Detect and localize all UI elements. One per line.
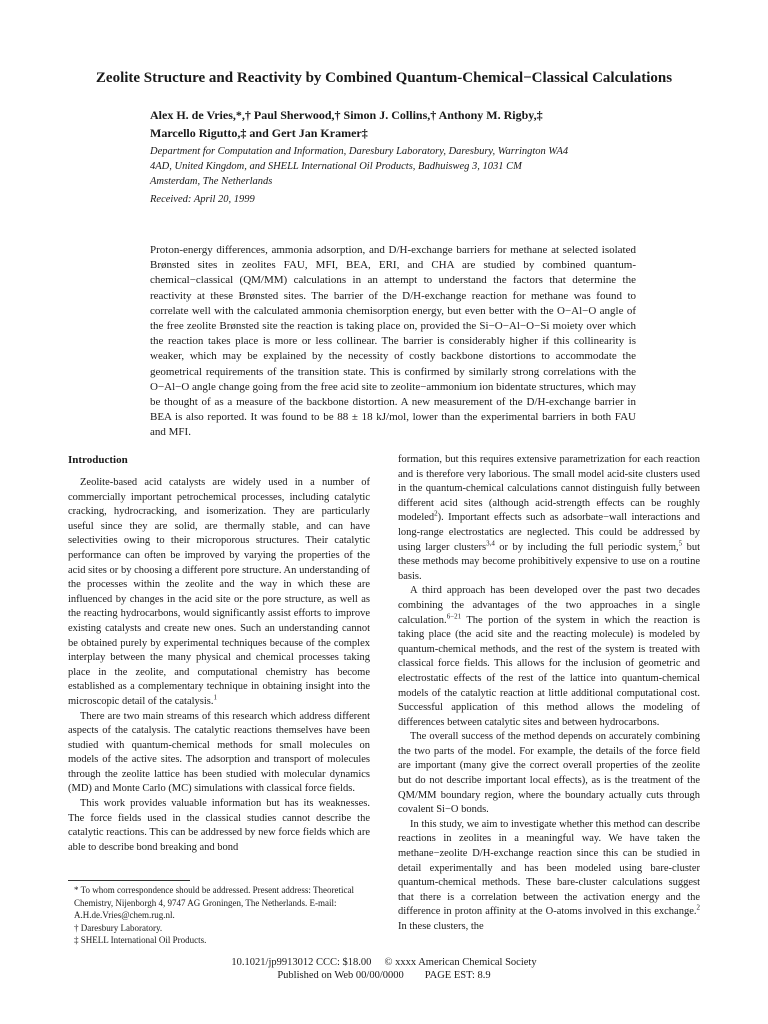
citation-ref: 5 <box>678 539 683 548</box>
paragraph-text: or by including the full periodic system, <box>494 541 679 553</box>
footnote-shell: ‡ SHELL International Oil Products. <box>74 935 207 945</box>
paragraph-text: formation, but this requires extensive parametrization for each reaction and is therefore very laborious. The small model acid-site clusters used in the quantum-chemical calculations cannot distinguish fully between different acid sites (although acid-strength effects can be roughly modeled <box>398 454 700 524</box>
citation-ref: 3,4 <box>486 539 495 548</box>
footnote-daresbury: † Daresbury Laboratory. <box>74 922 163 933</box>
footer-doi-line: 10.1021/jp9913012 CCC: $18.00 © xxxx American Chemical Society <box>231 957 537 968</box>
paragraph-text: A third approach has been developed over the past two decades combining the advantages of the two approaches in a single calculation. <box>398 585 700 626</box>
paragraph-text: The portion of the system in which the reaction is taking place (the acid site and the reacting molecule) is modeled by quantum-chemical methods, and the rest of the system is treated with classical force fields. This allows for the inclusion of geometric and electrostatic effects of the rest of the lattice into quantum-chemical models of the catalytic reaction at little additional computational cost. Successful application of this method allows the modeling of differences between catalytic sites and between hydrocarbons. <box>398 614 700 728</box>
paragraph-text: In these clusters, the <box>398 921 484 932</box>
page-footer <box>150 956 618 982</box>
author-list <box>150 106 590 142</box>
abstract: Proton-energy differences, ammonia adsorption, and D/H-exchange barriers for methane at selected isolated Brønsted sites in zeolites FAU, MFI, BEA, ERI, and CHA are studied by combined quantum-chemical−classical (QM/MM) calculations in an attempt to understand the factors that determine the reactivity at these Brønsted sites. The barrier of the D/H-exchange reaction for methane was found to correlate well with the calculated ammonia chemisorption energy, but even better with the O−Al−O angle of the free zeolite Brønsted site the reaction is taking place on, provided the Si−O−Al−O−Si moiety over which the reaction takes place is more or less collinear. The barrier is considerably higher if this collinearity is weaker, which may be explained by the necessity of costly backbone distortions to accommodate the geometrical requirements of the transition state. This is confirmed by similarly strong correlations with the O−Al−O angle change going from the free acid site to zeolite−ammonium ion bidentate structures, which may be thought of as a measure of the backbone distortion. A new measurement of the D/H-exchange barrier in BEA is also reported. It was found to be 88 ± 18 kJ/mol, lower than the experimental barriers in both FAU and MFI. <box>150 244 636 439</box>
left-column <box>68 453 370 855</box>
footer-published-line: Published on Web 00/00/0000 PAGE EST: 8.9 <box>277 970 491 981</box>
received-date: Received: April 20, 1999 <box>150 194 255 205</box>
paragraph: There are two main streams of this research which address different aspects of the catalysis. The catalytic reactions themselves have been studied with quantum-chemical methods for small molecules on models of the active sites. The adsorption and transport of molecules through the zeolite lattice has been studied with molecular dynamics (MD) and Monte Carlo (MC) simulations with classical force fields. <box>68 710 370 795</box>
right-column <box>398 453 700 935</box>
paragraph-text: but these methods may become prohibitively expensive to use on a routine basis. <box>398 541 700 582</box>
paragraph-text: ). Important effects such as adsorbate−wall interactions and long-range electrostatics are neglected. This could be addressed by using larger clusters <box>398 512 700 553</box>
footnotes <box>68 884 370 947</box>
paper-title: Zeolite Structure and Reactivity by Combined Quantum-Chemical−Classical Calculations <box>95 70 673 86</box>
section-heading-introduction: Introduction <box>68 454 128 466</box>
author-line-1: Alex H. de Vries,*,† Paul Sherwood,† Simon J. Collins,† Anthony M. Rigby,‡ <box>150 108 543 122</box>
citation-ref: 1 <box>213 693 217 702</box>
affiliation: Department for Computation and Information, Daresbury Laboratory, Daresbury, Warrington WA4 4AD, United Kingdom, and SHELL International Oil Products, Badhuisweg 3, 1031 CM Amsterdam, The Netherlands <box>150 146 569 187</box>
paragraph-text: Zeolite-based acid catalysts are widely used in a number of commercially important petrochemical processes, including catalytic cracking, hydrocracking, and isomerization. They are particularly useful since they are solid, are thermally stable, and can have selectivities owing to their microporous structures. Their catalytic performance can often be improved by varying the properties of the acid sites or by choosing a different pore structure. An understanding of the processes within the zeolite and the way in which these are influenced by changes in the acid site or the pore structure, as well as the reacting hydrocarbons, would significantly assist efforts to improve existing catalysts and create new ones. Such an understanding cannot be obtained purely by experimental techniques because of the complex interplay between the many physical and chemical processes taking place in the zeolite, and computational chemistry has become established as a complementary technique in obtaining insight into the microscopic detail of the catalysis. <box>68 477 370 707</box>
citation-ref: 6−21 <box>446 612 462 621</box>
author-line-2: Marcello Rigutto,‡ and Gert Jan Kramer‡ <box>150 126 368 140</box>
paragraph: The overall success of the method depends on accurately combining the two parts of the model. For example, the details of the force field are important (many give the correct overall properties of the zeolite but do not describe important local effects), as is the treatment of the QM/MM boundary region, where the boundary actually cuts through covalent Si−O bonds. <box>398 731 700 816</box>
footnote-divider <box>68 880 190 881</box>
paragraph <box>398 584 700 730</box>
footnote-correspondence: * To whom correspondence should be addressed. Present address: Theoretical Chemistry, Nijenborgh 4, 9747 AG Groningen, The Netherlands. E-mail: A.H.de.Vries@chem.rug.nl. <box>74 885 354 920</box>
paragraph: This work provides valuable information but has its weaknesses. The force fields used in the classical studies cannot describe the catalytic reactions. This can be addressed by new force fields which are able to describe bond breaking and bond <box>68 798 370 853</box>
paragraph <box>398 453 700 584</box>
paragraph <box>398 818 700 935</box>
paragraph <box>68 476 370 710</box>
citation-ref: 2 <box>696 903 700 912</box>
citation-ref: 2 <box>434 509 438 518</box>
paragraph-text: In this study, we aim to investigate whether this method can describe reactions in zeolites in a meaningful way. We have taken the methane−zeolite D/H-exchange reaction since this can be studied in detail experimentally and has been modeled using bare-cluster quantum-chemical methods. These bare-cluster calculations suggest that there is a correlation between the activation energy and the difference in proton affinity at the O-atoms involved in this exchange. <box>398 818 700 918</box>
